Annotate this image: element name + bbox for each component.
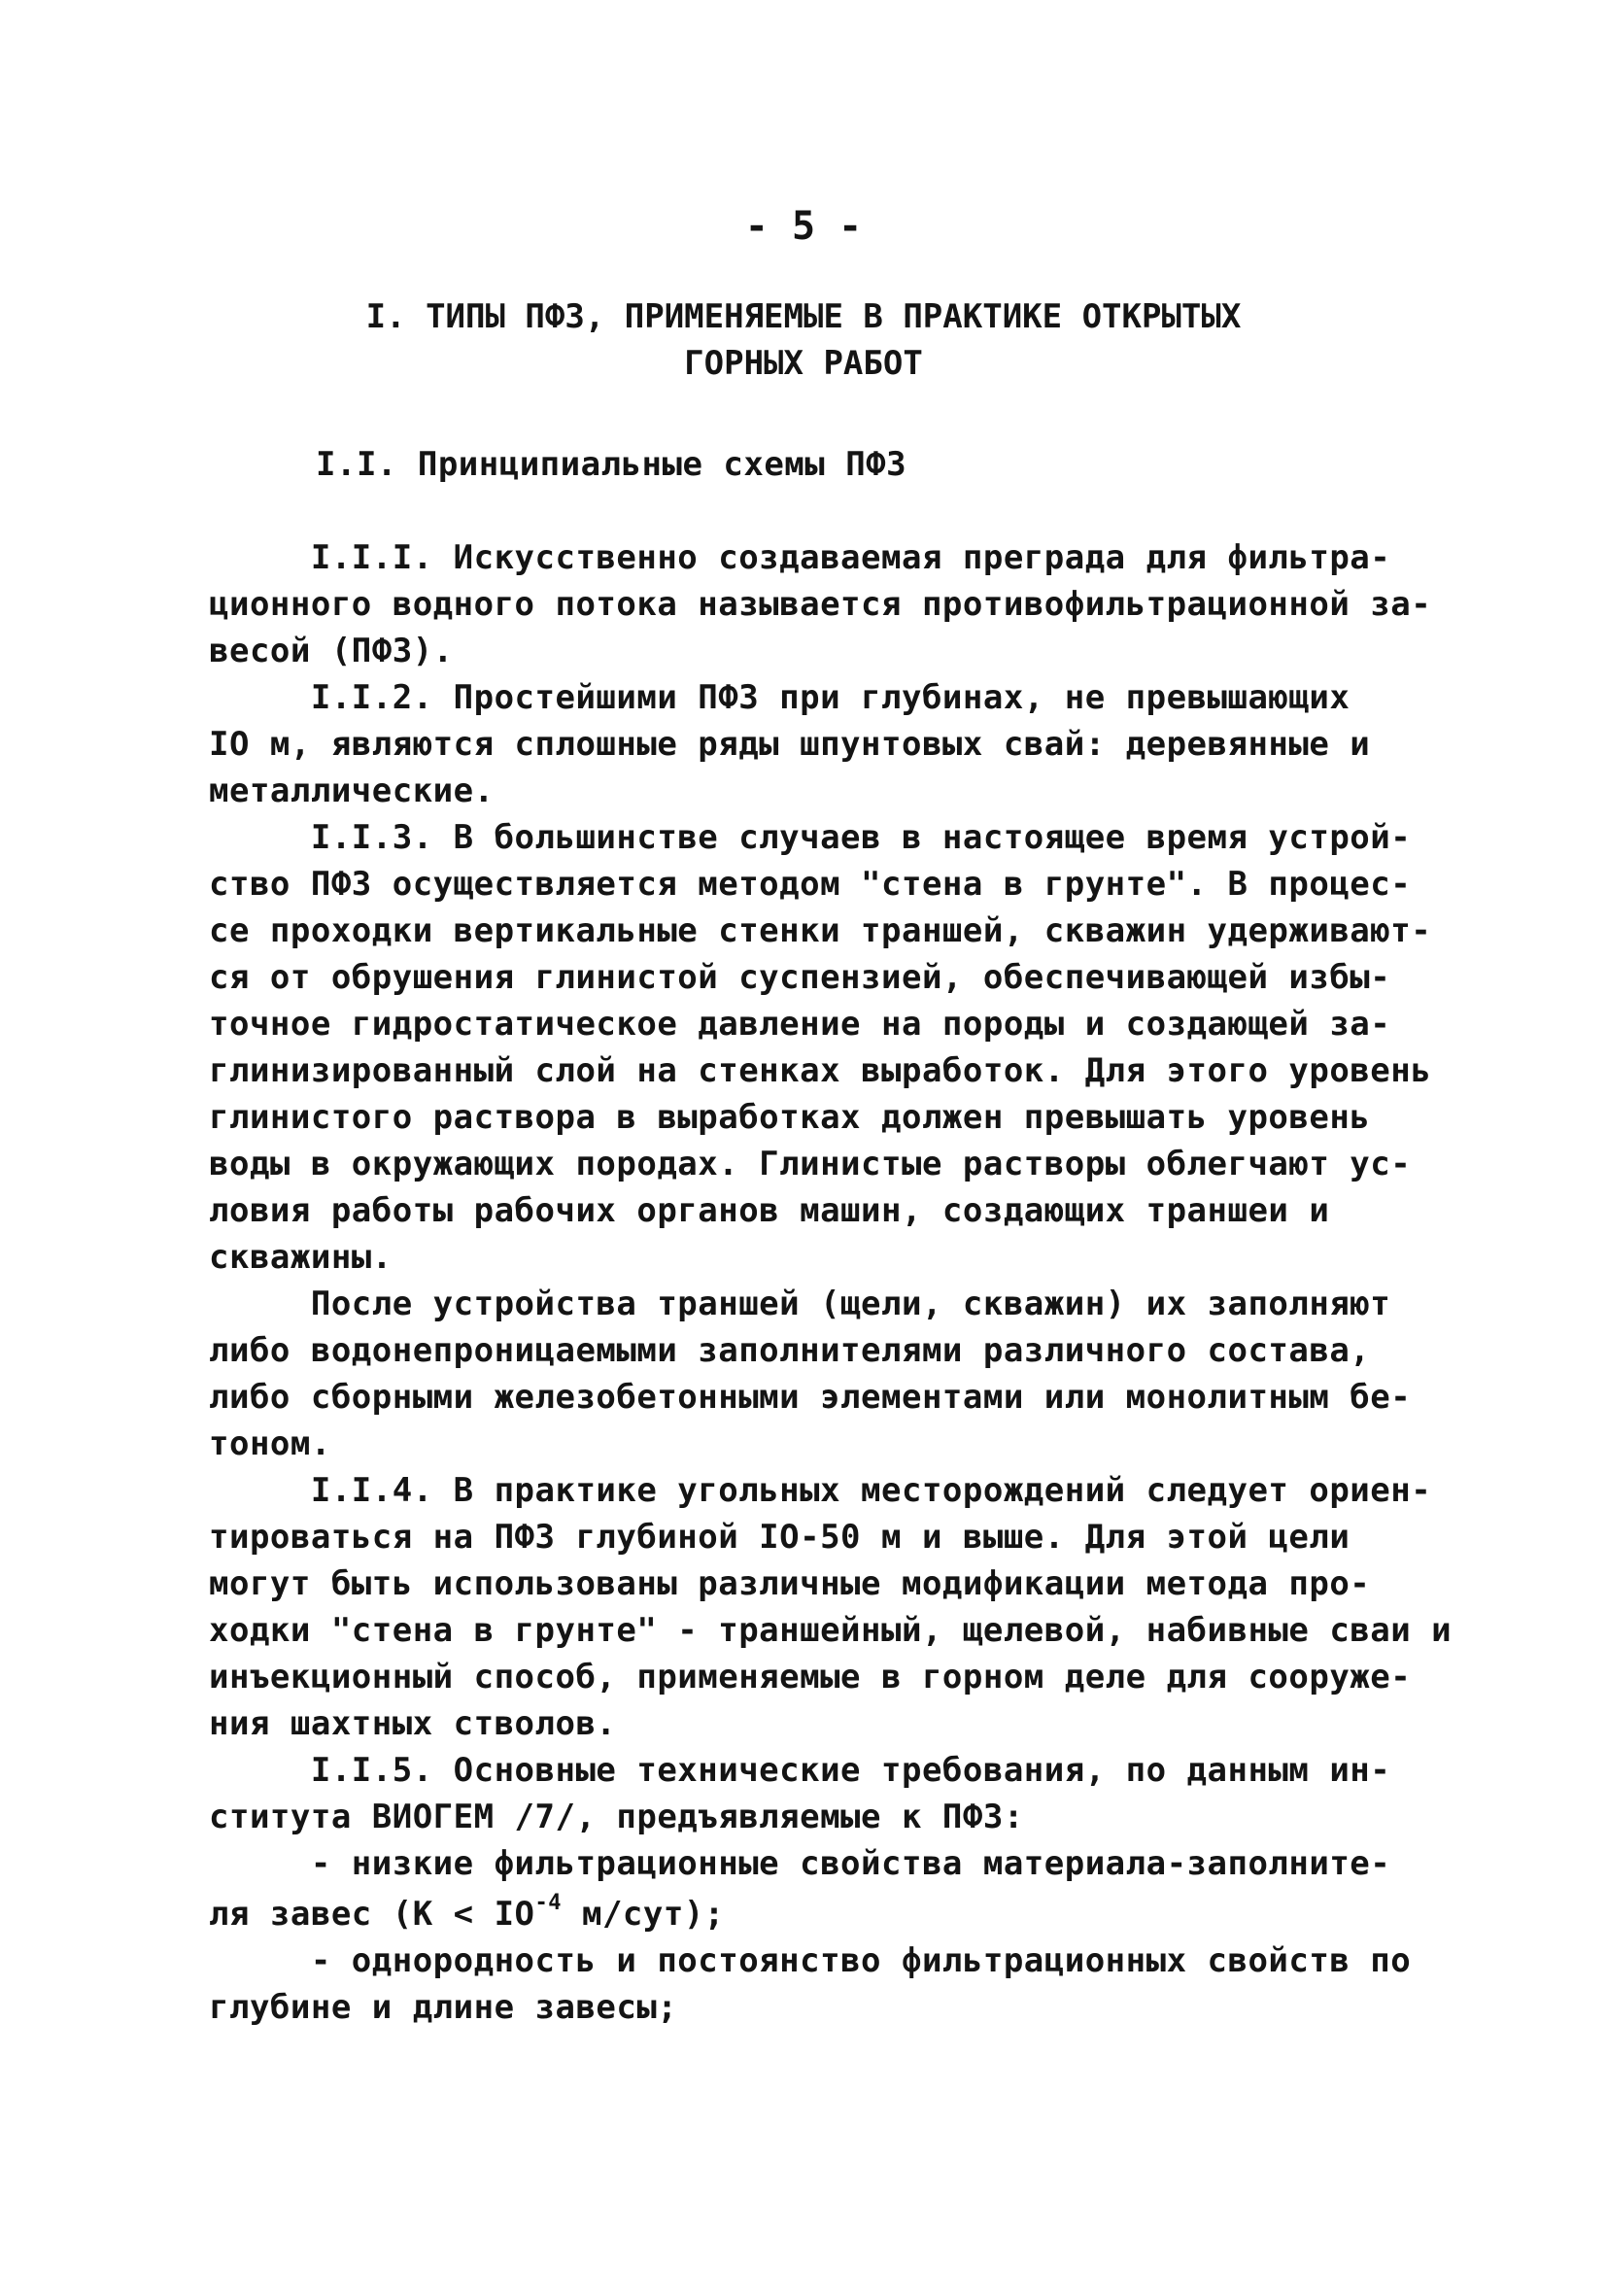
text-line: I.I.2. Простейшими ПФЗ при глубинах, не превышающих (209, 678, 1351, 717)
text-line: ходки "стена в грунте" - траншейный, щелевой, набивные сваи и (209, 1611, 1453, 1650)
text-line: I.I.4. В практике угольных месторождений следует ориен- (209, 1471, 1432, 1510)
text-line: ния шахтных стволов. (209, 1704, 617, 1743)
text-line: глинистого раствора в выработках должен превышать уровень (209, 1098, 1371, 1137)
text-line: либо водонепроницаемыми заполнителями различного состава, (209, 1331, 1371, 1370)
text-line: скважины. (209, 1238, 393, 1277)
formula-text-after: м/сут); (562, 1895, 725, 1934)
text-line: I.I.I. Искусственно создаваемая преграда для фильтра- (209, 538, 1391, 577)
formula-text-before: ля завес (К < IO (209, 1895, 535, 1934)
text-line: весой (ПФЗ). (209, 632, 454, 670)
text-line: ститута ВИОГЕМ /7/, предъявляемые к ПФЗ: (209, 1798, 1024, 1836)
section-heading: I.I. Принципиальные схемы ПФЗ (316, 445, 907, 484)
text-line: ционного водного потока называется противофильтрационной за- (209, 585, 1432, 624)
text-line: тироваться на ПФЗ глубиной IO-50 м и выше. Для этой цели (209, 1518, 1351, 1557)
text-line: тоном. (209, 1424, 331, 1463)
text-line: ся от обрушения глинистой суспензией, обеспечивающей избы- (209, 958, 1391, 997)
chapter-title-line-1: I. ТИПЫ ПФЗ, ПРИМЕНЯЕМЫЕ В ПРАКТИКЕ ОТКРЫТЫХ (365, 297, 1242, 336)
text-line: либо сборными железобетонными элементами или монолитным бе- (209, 1378, 1412, 1417)
text-line: I.I.5. Основные технические требования, по данным ин- (209, 1751, 1391, 1790)
text-line: металлические. (209, 771, 495, 810)
text-line: - низкие фильтрационные свойства материала-заполните- (209, 1844, 1391, 1883)
formula-exponent: -4 (534, 1890, 563, 1915)
text-line: глинизированный слой на стенках выработок. Для этого уровень (209, 1051, 1432, 1090)
text-line: - однородность и постоянство фильтрационных свойств по (209, 1941, 1412, 1980)
text-line: воды в окружающих породах. Глинистые растворы облегчают ус- (209, 1145, 1412, 1183)
text-line: инъекционный способ, применяемые в горном деле для сооруже- (209, 1658, 1412, 1696)
text-line: После устройства траншей (щели, скважин) их заполняют (209, 1285, 1391, 1323)
text-line: се проходки вертикальные стенки траншей, скважин удерживают- (209, 911, 1432, 950)
text-line: IO м, являются сплошные ряды шпунтовых свай: деревянные и (209, 725, 1371, 764)
page-number: - 5 - (744, 204, 863, 249)
text-line: I.I.3. В большинстве случаев в настоящее время устрой- (209, 818, 1412, 857)
text-line: ловия работы рабочих органов машин, создающих траншеи и (209, 1191, 1330, 1230)
text-line: точное гидростатическое давление на породы и создающей за- (209, 1005, 1391, 1044)
chapter-title-line-2: ГОРНЫХ РАБОТ (684, 344, 923, 383)
text-line: ство ПФЗ осуществляется методом "стена в грунте". В процес- (209, 865, 1412, 904)
text-line: могут быть использованы различные модификации метода про- (209, 1564, 1371, 1603)
formula-line (209, 1891, 725, 1937)
text-line: глубине и длине завесы; (209, 1988, 678, 2027)
